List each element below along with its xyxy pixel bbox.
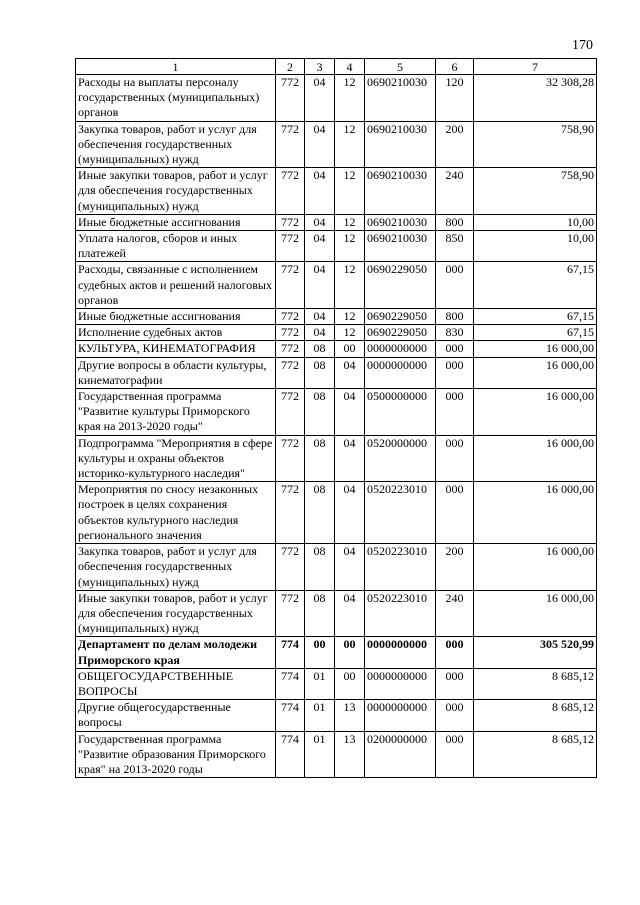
row-name: Иные закупки товаров, работ и услуг для обеспечения государственных (муниципальных) нужд: [76, 590, 276, 637]
row-expense-type: 200: [436, 121, 474, 168]
row-admin-code: 772: [276, 435, 305, 482]
row-subsection: 04: [335, 357, 365, 388]
table-row: [76, 214, 597, 230]
row-target-code: 0200000000: [365, 731, 436, 778]
table-row: [76, 309, 597, 325]
table-row: [76, 357, 597, 388]
row-section: 04: [305, 75, 335, 122]
row-amount: 758,90: [474, 121, 597, 168]
table-row: [76, 121, 597, 168]
row-section: 04: [305, 168, 335, 215]
table-row: [76, 75, 597, 122]
row-amount: 16 000,00: [474, 590, 597, 637]
table-row: [76, 482, 597, 544]
row-target-code: 0690229050: [365, 262, 436, 309]
header-row: [76, 59, 597, 75]
row-section: 04: [305, 262, 335, 309]
row-subsection: 04: [335, 389, 365, 436]
row-section: 08: [305, 389, 335, 436]
row-section: 08: [305, 482, 335, 544]
row-section: 08: [305, 357, 335, 388]
row-target-code: 0520000000: [365, 435, 436, 482]
row-target-code: 0000000000: [365, 341, 436, 357]
row-expense-type: 000: [436, 357, 474, 388]
row-target-code: 0000000000: [365, 668, 436, 699]
row-admin-code: 774: [276, 731, 305, 778]
row-admin-code: 772: [276, 341, 305, 357]
row-name: Другие вопросы в области культуры, кинематографии: [76, 357, 276, 388]
row-amount: 10,00: [474, 214, 597, 230]
row-subsection: 00: [335, 637, 365, 668]
row-subsection: 13: [335, 731, 365, 778]
row-amount: 67,15: [474, 309, 597, 325]
row-amount: 16 000,00: [474, 482, 597, 544]
row-name: Государственная программа "Развитие культуры Приморского края на 2013-2020 годы": [76, 389, 276, 436]
row-expense-type: 240: [436, 590, 474, 637]
column-header: 6: [436, 59, 474, 75]
row-admin-code: 774: [276, 637, 305, 668]
row-expense-type: 000: [436, 668, 474, 699]
row-name: Мероприятия по сносу незаконных построек в целях сохранения объектов культурного наследия регионального значения: [76, 482, 276, 544]
row-admin-code: 772: [276, 482, 305, 544]
table-row: [76, 590, 597, 637]
row-subsection: 13: [335, 700, 365, 731]
table-row: [76, 544, 597, 591]
row-section: 01: [305, 731, 335, 778]
row-subsection: 00: [335, 668, 365, 699]
page-number: 170: [572, 38, 593, 53]
row-section: 04: [305, 231, 335, 262]
row-admin-code: 772: [276, 214, 305, 230]
row-name: Подпрограмма "Мероприятия в сфере культуры и охраны объектов историко-культурного наследия": [76, 435, 276, 482]
row-target-code: 0690229050: [365, 309, 436, 325]
row-target-code: 0690210030: [365, 231, 436, 262]
row-target-code: 0000000000: [365, 700, 436, 731]
row-expense-type: 200: [436, 544, 474, 591]
row-expense-type: 000: [436, 435, 474, 482]
row-name: Департамент по делам молодежи Приморского края: [76, 637, 276, 668]
table-row: [76, 325, 597, 341]
row-name: Иные закупки товаров, работ и услуг для обеспечения государственных (муниципальных) нужд: [76, 168, 276, 215]
row-subsection: 04: [335, 544, 365, 591]
row-amount: 10,00: [474, 231, 597, 262]
row-subsection: 12: [335, 75, 365, 122]
row-subsection: 12: [335, 121, 365, 168]
row-admin-code: 772: [276, 544, 305, 591]
row-admin-code: 772: [276, 325, 305, 341]
row-amount: 16 000,00: [474, 341, 597, 357]
row-section: 04: [305, 214, 335, 230]
row-section: 01: [305, 700, 335, 731]
row-subsection: 12: [335, 262, 365, 309]
row-name: Исполнение судебных актов: [76, 325, 276, 341]
row-amount: 67,15: [474, 262, 597, 309]
column-header: 5: [365, 59, 436, 75]
row-section: 04: [305, 309, 335, 325]
row-admin-code: 772: [276, 309, 305, 325]
column-header: 7: [474, 59, 597, 75]
table-row: [76, 341, 597, 357]
row-name: Уплата налогов, сборов и иных платежей: [76, 231, 276, 262]
row-amount: 8 685,12: [474, 668, 597, 699]
row-subsection: 12: [335, 309, 365, 325]
row-expense-type: 120: [436, 75, 474, 122]
column-header: 3: [305, 59, 335, 75]
row-target-code: 0520223010: [365, 544, 436, 591]
table-row: [76, 262, 597, 309]
row-target-code: 0000000000: [365, 357, 436, 388]
row-amount: 16 000,00: [474, 357, 597, 388]
row-name: КУЛЬТУРА, КИНЕМАТОГРАФИЯ: [76, 341, 276, 357]
row-section: 00: [305, 637, 335, 668]
row-name: Расходы на выплаты персоналу государственных (муниципальных) органов: [76, 75, 276, 122]
row-amount: 32 308,28: [474, 75, 597, 122]
row-expense-type: 000: [436, 637, 474, 668]
row-expense-type: 000: [436, 731, 474, 778]
row-name: Закупка товаров, работ и услуг для обеспечения государственных (муниципальных) нужд: [76, 121, 276, 168]
row-admin-code: 774: [276, 668, 305, 699]
row-expense-type: 800: [436, 214, 474, 230]
row-name: Государственная программа "Развитие образования Приморского края" на 2013-2020 годы: [76, 731, 276, 778]
row-target-code: 0000000000: [365, 637, 436, 668]
row-amount: 16 000,00: [474, 544, 597, 591]
row-section: 04: [305, 325, 335, 341]
row-target-code: 0690210030: [365, 75, 436, 122]
row-admin-code: 772: [276, 75, 305, 122]
table-row: [76, 731, 597, 778]
column-header: 2: [276, 59, 305, 75]
row-expense-type: 000: [436, 341, 474, 357]
row-expense-type: 800: [436, 309, 474, 325]
row-name: Иные бюджетные ассигнования: [76, 309, 276, 325]
row-amount: 305 520,99: [474, 637, 597, 668]
row-admin-code: 772: [276, 121, 305, 168]
row-target-code: 0520223010: [365, 590, 436, 637]
row-name: Иные бюджетные ассигнования: [76, 214, 276, 230]
row-expense-type: 000: [436, 482, 474, 544]
row-admin-code: 772: [276, 231, 305, 262]
row-target-code: 0690229050: [365, 325, 436, 341]
row-section: 08: [305, 590, 335, 637]
table-row: [76, 637, 597, 668]
row-name: Другие общегосударственные вопросы: [76, 700, 276, 731]
column-header: 1: [76, 59, 276, 75]
row-expense-type: 830: [436, 325, 474, 341]
row-admin-code: 774: [276, 700, 305, 731]
row-target-code: 0690210030: [365, 168, 436, 215]
row-section: 04: [305, 121, 335, 168]
table-row: [76, 168, 597, 215]
row-section: 08: [305, 544, 335, 591]
row-subsection: 12: [335, 214, 365, 230]
row-subsection: 12: [335, 231, 365, 262]
row-target-code: 0500000000: [365, 389, 436, 436]
row-admin-code: 772: [276, 168, 305, 215]
row-admin-code: 772: [276, 389, 305, 436]
row-subsection: 04: [335, 435, 365, 482]
row-section: 01: [305, 668, 335, 699]
row-name: Закупка товаров, работ и услуг для обеспечения государственных (муниципальных) нужд: [76, 544, 276, 591]
row-amount: 16 000,00: [474, 389, 597, 436]
row-admin-code: 772: [276, 590, 305, 637]
row-subsection: 04: [335, 482, 365, 544]
row-target-code: 0690210030: [365, 214, 436, 230]
row-expense-type: 000: [436, 389, 474, 436]
row-subsection: 12: [335, 168, 365, 215]
budget-table: [75, 58, 597, 778]
table-row: [76, 435, 597, 482]
table-row: [76, 668, 597, 699]
row-target-code: 0520223010: [365, 482, 436, 544]
row-expense-type: 850: [436, 231, 474, 262]
table-row: [76, 389, 597, 436]
row-amount: 8 685,12: [474, 731, 597, 778]
row-admin-code: 772: [276, 357, 305, 388]
table-row: [76, 700, 597, 731]
row-name: Расходы, связанные с исполнением судебных актов и решений налоговых органов: [76, 262, 276, 309]
table-row: [76, 231, 597, 262]
row-admin-code: 772: [276, 262, 305, 309]
row-name: ОБЩЕГОСУДАРСТВЕННЫЕ ВОПРОСЫ: [76, 668, 276, 699]
column-header: 4: [335, 59, 365, 75]
row-subsection: 12: [335, 325, 365, 341]
row-expense-type: 000: [436, 700, 474, 731]
row-subsection: 00: [335, 341, 365, 357]
row-expense-type: 240: [436, 168, 474, 215]
row-amount: 16 000,00: [474, 435, 597, 482]
row-expense-type: 000: [436, 262, 474, 309]
row-section: 08: [305, 341, 335, 357]
row-amount: 758,90: [474, 168, 597, 215]
row-subsection: 04: [335, 590, 365, 637]
row-section: 08: [305, 435, 335, 482]
row-amount: 67,15: [474, 325, 597, 341]
row-amount: 8 685,12: [474, 700, 597, 731]
row-target-code: 0690210030: [365, 121, 436, 168]
